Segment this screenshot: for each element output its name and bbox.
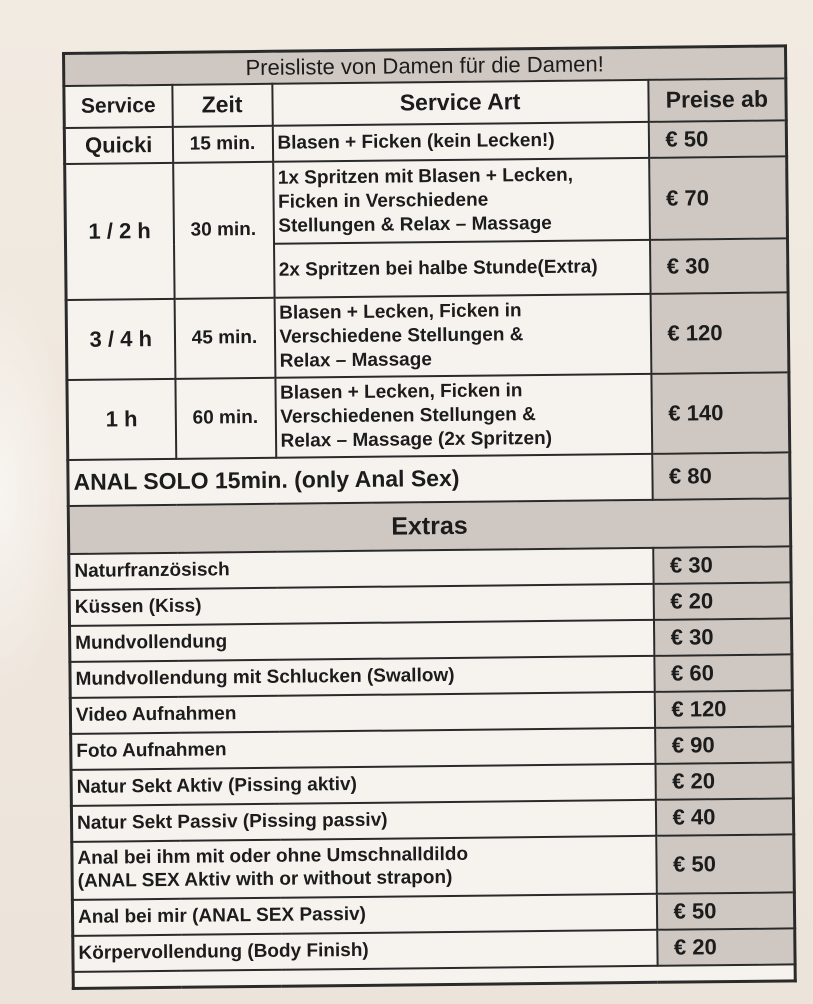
extra-label	[72, 836, 657, 900]
extra-label: Körpervollendung (Body Finish)	[73, 930, 657, 972]
extra-price: € 40	[655, 798, 793, 835]
service-desc-line: Blasen + Ficken (kein Lecken!)	[277, 129, 555, 154]
extra-label: Naturfranzösisch	[69, 548, 653, 590]
service-row-one-hour	[67, 372, 790, 460]
extra-price: € 30	[653, 618, 791, 655]
extras-header-row	[68, 498, 790, 554]
header-service: Service	[64, 85, 172, 128]
service-extra-desc: 2x Spritzen bei halbe Stunde(Extra)	[274, 240, 651, 298]
header-zeit: Zeit	[172, 84, 272, 127]
service-price: € 120	[650, 292, 789, 373]
extra-price: € 120	[654, 690, 792, 727]
service-desc-line: Stellungen & Relax – Massage	[278, 212, 552, 237]
service-zeit: 15 min.	[172, 126, 272, 163]
extra-price: € 90	[655, 726, 793, 763]
price-list-title: Preisliste von Damen für die Damen!	[64, 46, 786, 86]
service-zeit: 45 min.	[174, 298, 275, 379]
extra-price: € 60	[654, 654, 792, 691]
extra-label: Video Aufnahmen	[70, 692, 654, 734]
service-desc-line: Ficken in Verschiedene	[277, 189, 489, 213]
service-zeit: 30 min.	[173, 162, 274, 299]
service-price: € 70	[649, 156, 788, 239]
service-desc	[275, 374, 652, 458]
service-row-three-quarter	[66, 292, 789, 380]
service-name: 1 / 2 h	[65, 163, 174, 300]
extras-title: Extras	[68, 498, 790, 554]
service-desc	[274, 294, 651, 378]
service-price: € 140	[651, 372, 790, 453]
extra-label: Mundvollendung	[70, 620, 654, 662]
header-row	[64, 78, 786, 128]
service-desc-line: Relax – Massage	[279, 349, 432, 372]
service-desc-line: Blasen + Lecken, Ficken in	[279, 300, 522, 325]
service-desc-line: Verschiedenen Stellungen &	[280, 404, 536, 428]
extra-price: € 50	[656, 892, 794, 929]
anal-solo-row	[68, 452, 790, 506]
service-price: € 50	[648, 120, 786, 157]
service-desc-line: 1x Spritzen mit Blasen + Lecken,	[277, 165, 574, 190]
extra-label: Foto Aufnahmen	[71, 728, 655, 770]
service-name: 3 / 4 h	[66, 299, 175, 380]
extra-label-line: Anal bei ihm mit oder ohne Umschnalldildo	[77, 843, 469, 870]
service-extra-price: € 30	[649, 238, 788, 293]
extra-row	[72, 834, 795, 900]
extra-price: € 20	[653, 582, 791, 619]
extra-label: Mundvollendung mit Schlucken (Swallow)	[70, 656, 654, 698]
extra-price: € 20	[655, 762, 793, 799]
service-name: Quicki	[64, 127, 172, 164]
service-desc-line: Verschiedene Stellungen &	[279, 324, 524, 348]
service-desc	[272, 122, 648, 162]
price-list-table	[62, 44, 797, 990]
service-desc-line: Relax – Massage (2x Spritzen)	[280, 427, 553, 452]
anal-solo-price: € 80	[652, 452, 790, 499]
extra-label: Anal bei mir (ANAL SEX Passiv)	[72, 894, 656, 936]
service-name: 1 h	[67, 379, 176, 460]
service-desc-line: Blasen + Lecken, Ficken in	[279, 380, 523, 405]
extra-price: € 20	[657, 928, 795, 965]
extra-price: € 50	[656, 834, 795, 893]
header-preise: Preise ab	[648, 78, 786, 121]
photo-glare	[0, 280, 70, 700]
service-zeit: 60 min.	[175, 378, 276, 459]
anal-solo-label: ANAL SOLO 15min. (only Anal Sex)	[68, 454, 652, 506]
extra-label: Küssen (Kiss)	[69, 584, 653, 626]
extra-price: € 30	[653, 546, 791, 583]
header-service-art: Service Art	[272, 80, 648, 126]
service-row-half-hour	[65, 156, 788, 246]
extra-label: Natur Sekt Aktiv (Pissing aktiv)	[71, 764, 655, 806]
extra-label-line: (ANAL SEX Aktiv with or without strapon)	[77, 866, 453, 892]
service-desc	[273, 158, 650, 244]
extra-label: Natur Sekt Passiv (Pissing passiv)	[71, 800, 655, 842]
